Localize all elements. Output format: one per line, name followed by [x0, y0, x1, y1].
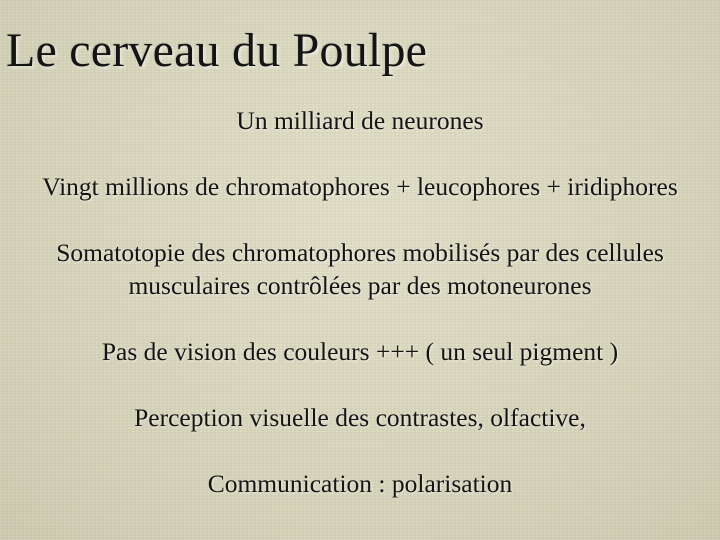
slide-body — [0, 104, 720, 500]
paragraph-somatotopy: Somatotopie des chromatophores mobilisés par des cellules musculaires contrôlées par des motoneurones — [56, 238, 664, 300]
paragraph-neurons: Un milliard de neurones — [236, 106, 484, 135]
paragraph-communication: Communication : polarisation — [207, 469, 513, 498]
paragraph-color-vision: Pas de vision des couleurs +++ ( un seul pigment ) — [101, 337, 619, 366]
paragraph-chromatophores: Vingt millions de chromatophores + leucophores + iridiphores — [42, 172, 678, 201]
paragraph-perception: Perception visuelle des contrastes, olfactive, — [134, 403, 586, 432]
slide-title: Le cerveau du Poulpe — [6, 24, 428, 77]
